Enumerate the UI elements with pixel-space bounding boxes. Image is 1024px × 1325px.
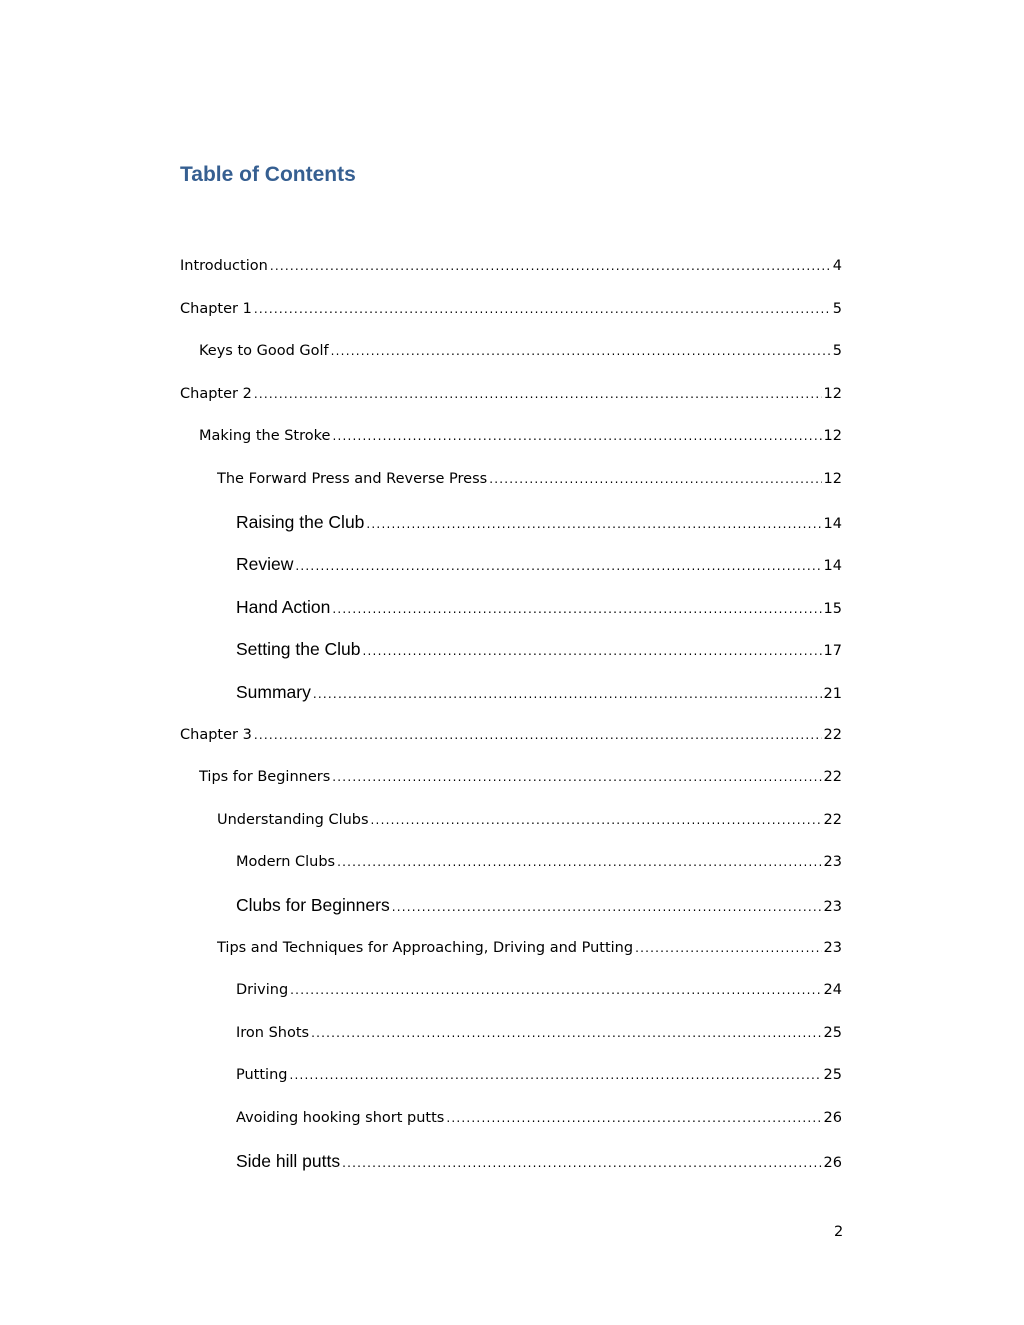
toc-dot-leader (489, 467, 821, 491)
toc-entry-page: 22 (823, 727, 842, 743)
toc-entry-label: Modern Clubs (236, 854, 336, 870)
toc-entry[interactable] (236, 850, 842, 874)
toc-dot-leader (254, 723, 822, 747)
toc-entry[interactable] (236, 1063, 842, 1087)
toc-entry-page: 22 (823, 812, 842, 828)
toc-dot-leader (313, 682, 822, 704)
toc-entry-label: Tips and Techniques for Approaching, Driving and Putting (217, 940, 634, 956)
toc-dot-leader (363, 639, 822, 661)
toc-dot-leader (392, 895, 822, 917)
toc-entry-label: Chapter 2 (180, 386, 252, 402)
toc-entry-label: Iron Shots (236, 1025, 310, 1041)
toc-entry-label: Putting (236, 1067, 288, 1083)
toc-dot-leader (366, 512, 821, 534)
toc-entry[interactable] (236, 595, 842, 619)
toc-entry[interactable] (236, 637, 842, 661)
toc-entry[interactable] (236, 552, 842, 576)
toc-entry-label: The Forward Press and Reverse Press (217, 471, 488, 487)
toc-entry-page: 26 (823, 1110, 842, 1126)
toc-entry[interactable] (236, 893, 842, 917)
toc-entry-page: 5 (832, 301, 842, 317)
toc-entry[interactable] (217, 467, 842, 491)
toc-dot-leader (635, 936, 821, 960)
toc-entry-label: Driving (236, 982, 289, 998)
toc-entry[interactable] (236, 680, 842, 704)
toc-dot-leader (270, 254, 831, 278)
toc-entry-page: 4 (832, 258, 842, 274)
toc-entry[interactable] (180, 254, 842, 278)
toc-dot-leader (332, 597, 821, 619)
toc-entry-label: Understanding Clubs (217, 812, 369, 828)
toc-entry-page: 14 (823, 558, 842, 574)
toc-entry-page: 25 (823, 1067, 842, 1083)
toc-dot-leader (254, 382, 822, 406)
toc-entry-label: Hand Action (236, 597, 331, 617)
toc-dot-leader (332, 424, 821, 448)
toc-entry-page: 17 (823, 643, 842, 659)
toc-entry-page: 25 (823, 1025, 842, 1041)
toc-entry-label: Avoiding hooking short putts (236, 1110, 445, 1126)
toc-entry-label: Setting the Club (236, 639, 361, 659)
toc-entry-page: 23 (823, 854, 842, 870)
toc-entry-page: 12 (823, 428, 842, 444)
toc-entry-label: Making the Stroke (199, 428, 331, 444)
toc-entry-page: 26 (823, 1155, 842, 1171)
toc-entry-label: Keys to Good Golf (199, 343, 329, 359)
toc-dot-leader (331, 339, 831, 363)
toc-entry[interactable] (236, 1149, 842, 1173)
toc-entry-label: Introduction (180, 258, 268, 274)
toc-entry-page: 21 (823, 686, 842, 702)
toc-entry-label: Chapter 1 (180, 301, 252, 317)
toc-entry[interactable] (199, 765, 842, 789)
toc-entry-page: 5 (832, 343, 842, 359)
toc-entry[interactable] (217, 936, 842, 960)
toc-entry[interactable] (236, 978, 842, 1002)
toc-entry-page: 12 (823, 471, 842, 487)
toc-entry-label: Summary (236, 682, 311, 702)
toc-entry[interactable] (217, 808, 842, 832)
toc-entry-label: Tips for Beginners (199, 769, 331, 785)
toc-entry[interactable] (236, 510, 842, 534)
toc-entry-label: Chapter 3 (180, 727, 252, 743)
toc-entry-label: Clubs for Beginners (236, 895, 390, 915)
toc-dot-leader (446, 1106, 821, 1130)
toc-dot-leader (311, 1021, 821, 1045)
toc-entry[interactable] (236, 1021, 842, 1045)
toc-entry[interactable] (199, 339, 842, 363)
toc-entry-page: 23 (823, 899, 842, 915)
toc-entry-label: Raising the Club (236, 512, 365, 532)
toc-title: Table of Contents (180, 163, 356, 186)
toc-entry-page: 22 (823, 769, 842, 785)
toc-dot-leader (337, 850, 821, 874)
toc-entry-label: Side hill putts (236, 1151, 341, 1171)
toc-entry-page: 23 (823, 940, 842, 956)
toc-dot-leader (254, 297, 831, 321)
toc-entry[interactable] (236, 1106, 842, 1130)
toc-entry[interactable] (180, 723, 842, 747)
toc-dot-leader (290, 978, 821, 1002)
toc-entry-page: 24 (823, 982, 842, 998)
toc-entry-page: 14 (823, 516, 842, 532)
toc-dot-leader (342, 1151, 821, 1173)
toc-entry[interactable] (199, 424, 842, 448)
toc-entry-page: 15 (823, 601, 842, 617)
toc-entry-label: Review (236, 554, 294, 574)
toc-entry[interactable] (180, 382, 842, 406)
toc-dot-leader (295, 554, 821, 576)
toc-dot-leader (371, 808, 822, 832)
toc-entry-page: 12 (823, 386, 842, 402)
toc-entry[interactable] (180, 297, 842, 321)
toc-dot-leader (332, 765, 821, 789)
page-number: 2 (834, 1224, 844, 1240)
toc-dot-leader (289, 1063, 821, 1087)
